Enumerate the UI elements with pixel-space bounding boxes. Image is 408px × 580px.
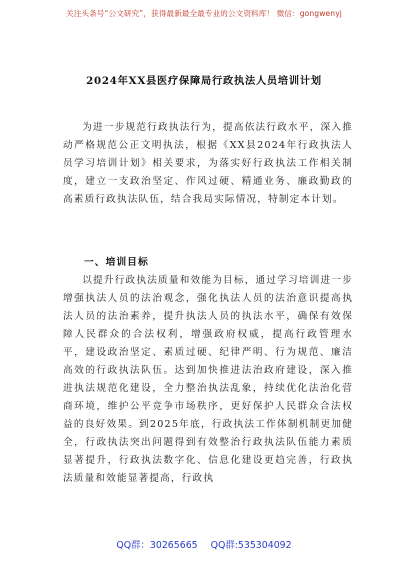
goals-paragraph: 以提升行政执法质量和效能为目标，通过学习培训进一步增强执法人员的法治观念，强化执法人员的法治意识提高执法人员的法治素养，提升执法人员的执法水平，确保有效保障人民群众的合法权利，增强政府权威，提高行政管理水平，建设政治坚定、素质过硬、纪律严明、行为规范、廉洁高效的行政执法队伍。达到加快推进法治政府建设，深入推进执法规范化建设，全力整治执法乱象，持续优化法治化营商环境，维护公平竞争市场秩序，更好保护人民群众合法权益的良好效果。到2025年底，行政执法工作体制机制更加健全，行政执法突出问题得到有效整治行政执法队伍能力素质显著提升，行政执法数字化、信息化建设更趋完善，行政执法质量和效能显著提高，行政执 bbox=[63, 275, 353, 484]
document-title: 2024年XX县医疗保障局行政执法人员培训计划 bbox=[86, 75, 322, 87]
qq-group-footer: QQ群：30265665 QQ群:535304092 bbox=[116, 540, 292, 551]
promo-banner: 关注头条号“公文研究”，获得最新最全最专业的公文资料库！ 微信：gongwenyj bbox=[66, 9, 342, 18]
intro-paragraph: 为进一步规范行政执法行为，提高依法行政水平，深入推动严格规范公正文明执法，根据《XX县2024年行政执法人员学习培训计划》相关要求，为落实好行政执法工作相关制度，建立一支政治坚定、作风过硬、精通业务、廉政勤政的高素质行政执法队伍，结合我局实际情况，特制定本计划。 bbox=[63, 122, 353, 205]
section-heading-training-goals: 一、培训目标 bbox=[84, 257, 149, 268]
